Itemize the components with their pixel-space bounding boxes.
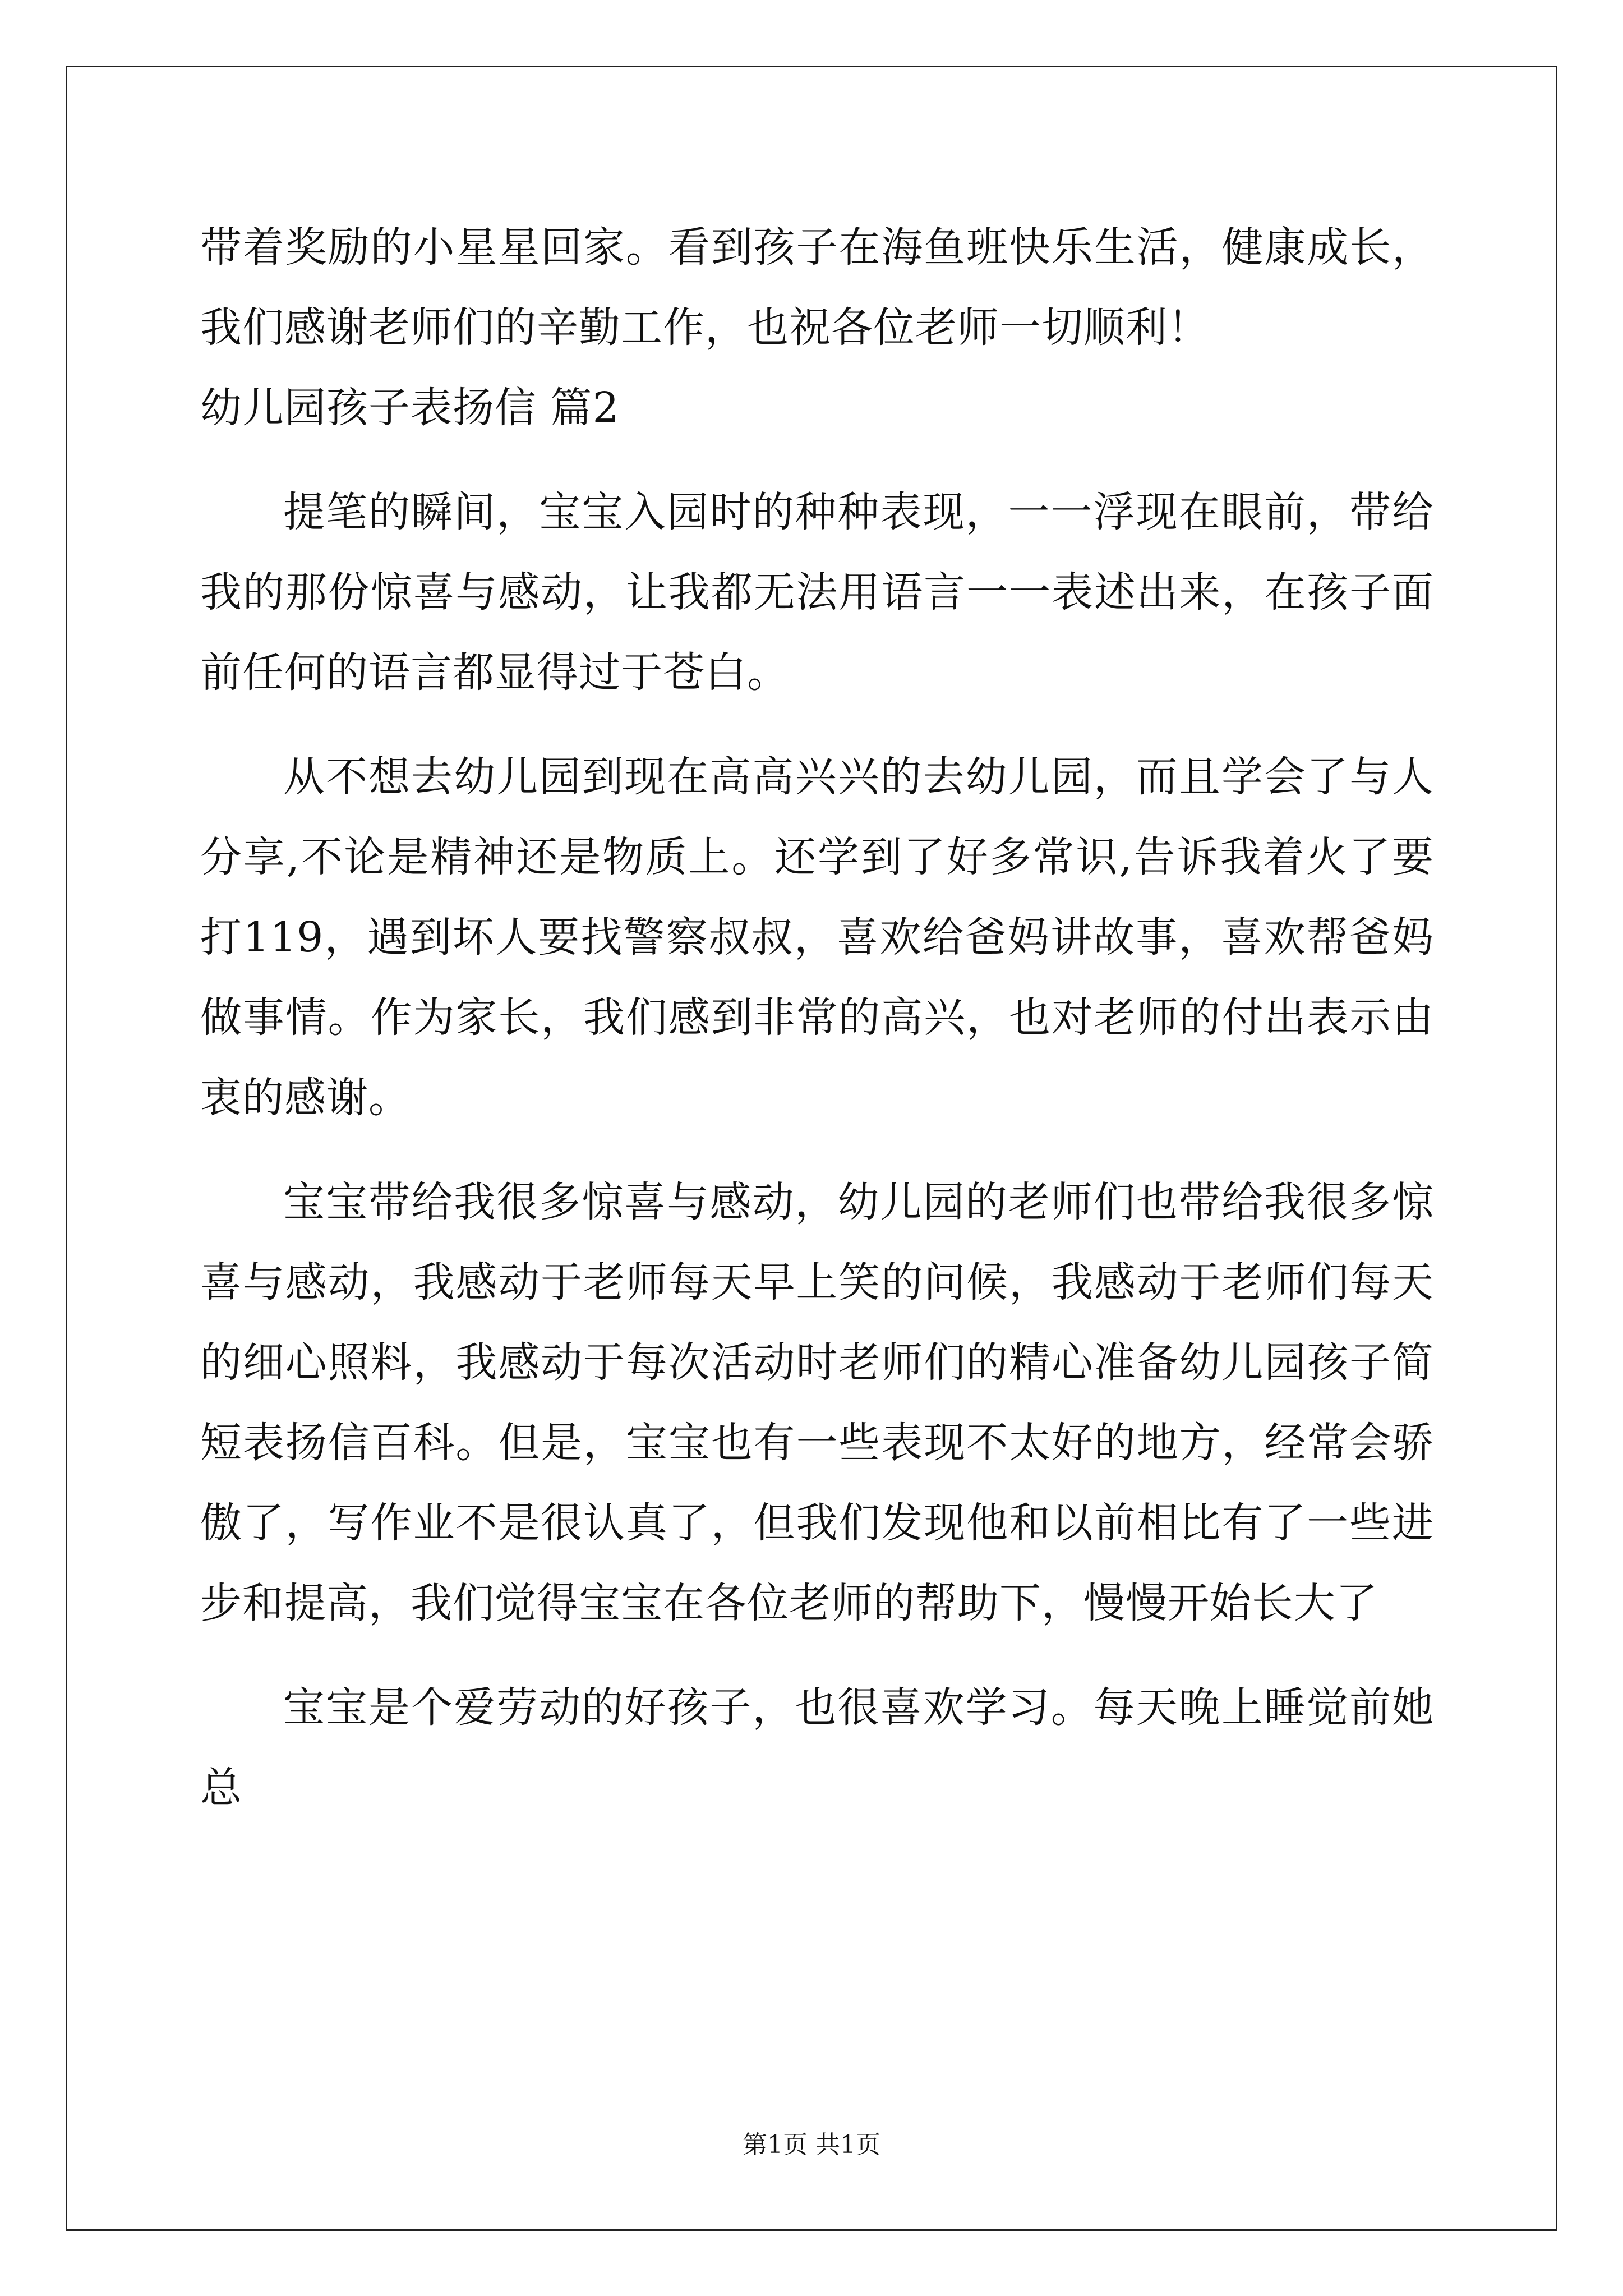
paragraph: 宝宝是个爱劳动的好孩子，也很喜欢学习。每天晚上睡觉前她总 bbox=[200, 1683, 1434, 1812]
paragraph: 提笔的瞬间，宝宝入园时的种种表现，一一浮现在眼前，带给我的那份惊喜与感动，让我都无法用语言一一表述出来，在孩子面前任何的语言都显得过于苍白。 bbox=[200, 488, 1434, 697]
paragraph: 宝宝带给我很多惊喜与感动，幼儿园的老师们也带给我很多惊喜与感动，我感动于老师每天早上笑的问候，我感动于老师们每天的细心照料，我感动于每次活动时老师们的精心准备幼儿园孩子简短表扬信百科。但是，宝宝也有一些表现不太好的地方，经常会骄傲了，写作业不是很认真了，但我们发现他和以前相比有了一些进步和提高，我们觉得宝宝在各位老师的帮助下，慢慢开始长大了 bbox=[200, 1178, 1434, 1627]
paragraph-continued: 带着奖励的小星星回家。看到孩子在海鱼班快乐生活，健康成长，我们感谢老师们的辛勤工作，也祝各位老师一切顺利！ bbox=[200, 223, 1434, 352]
page-number-footer: 第1页 共1页 bbox=[743, 2131, 880, 2159]
paragraph: 从不想去幼儿园到现在高高兴兴的去幼儿园，而且学会了与人分享,不论是精神还是物质上。还学到了好多常识,告诉我着火了要打119，遇到坏人要找警察叔叔，喜欢给爸妈讲故事，喜欢帮爸妈做事情。作为家长，我们感到非常的高兴，也对老师的付出表示由衷的感谢。 bbox=[200, 753, 1434, 1122]
section-heading: 幼儿园孩子表扬信 篇2 bbox=[200, 384, 620, 432]
document-body bbox=[200, 208, 1434, 1828]
